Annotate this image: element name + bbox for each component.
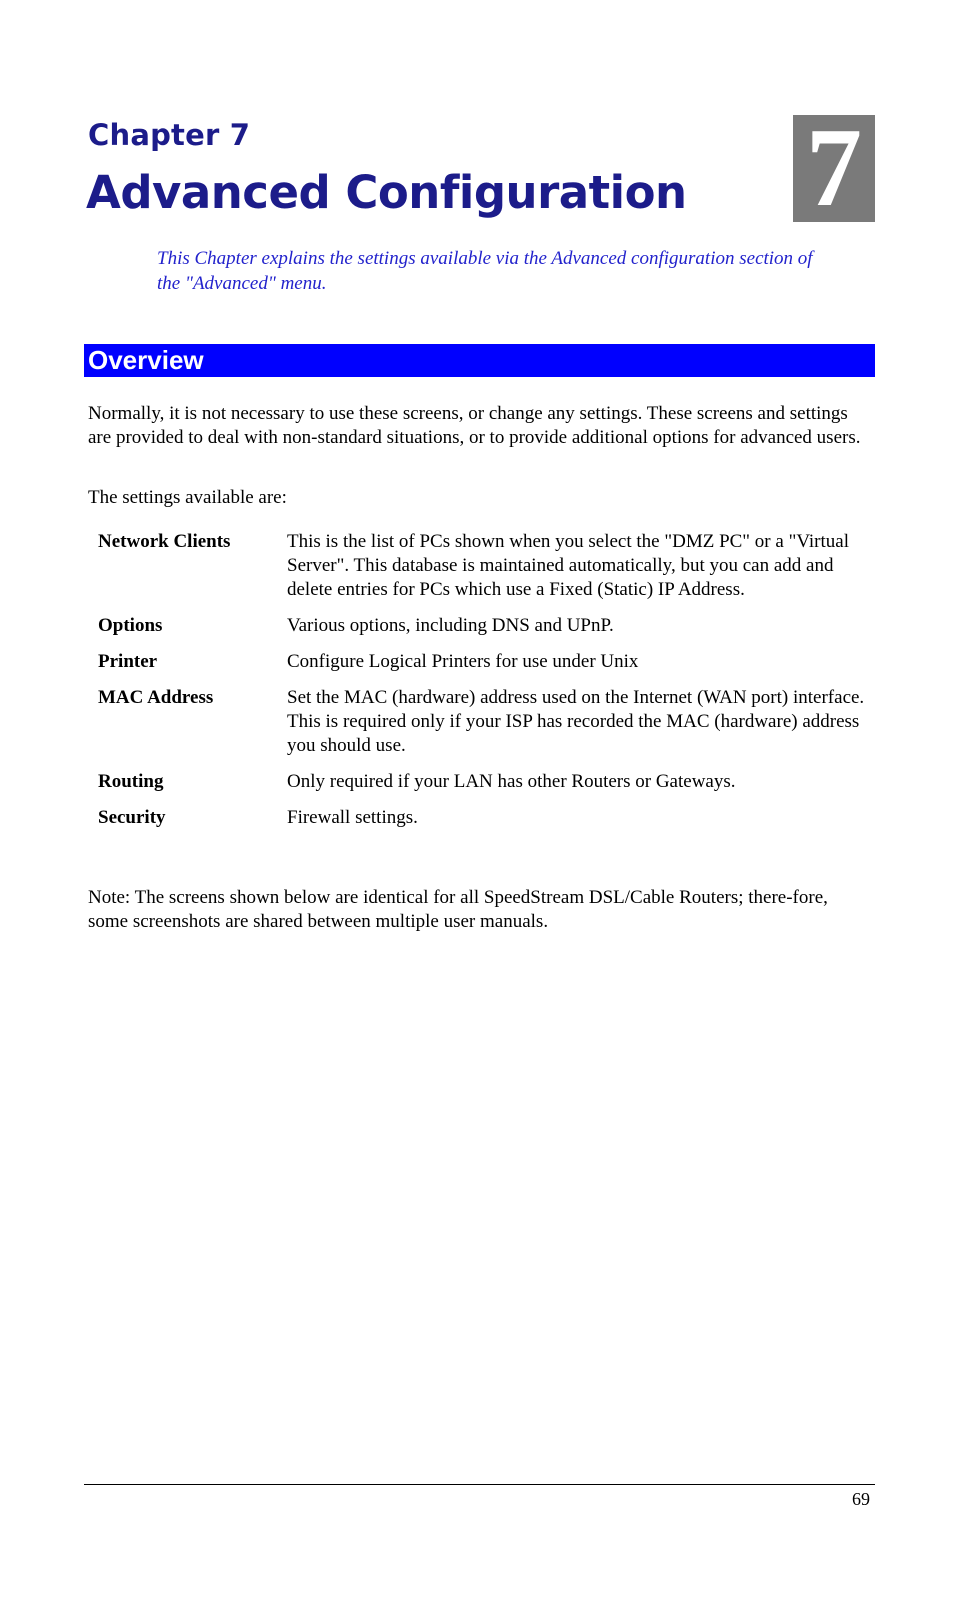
setting-term: Routing	[98, 771, 164, 792]
setting-description: This is the list of PCs shown when you select the "DMZ PC" or a "Virtual Server". This database is maintained automatically, but you can add and delete entries for PCs which use a Fixed (Static) IP Address.	[287, 531, 850, 600]
overview-paragraph: Normally, it is not necessary to use these screens, or change any settings. These screens and settings are provided to deal with non-standard situations, or to provide additional options for advanced users.	[88, 403, 861, 448]
setting-description: Only required if your LAN has other Routers or Gateways.	[287, 771, 736, 792]
settings-intro: The settings available are:	[88, 487, 287, 508]
setting-term: Printer	[98, 651, 158, 672]
settings-row	[98, 686, 868, 758]
settings-row	[98, 770, 868, 794]
section-title: Overview	[88, 345, 204, 375]
footer-divider	[84, 1484, 875, 1485]
chapter-title: Advanced Configuration	[86, 166, 687, 219]
setting-term: Network Clients	[98, 531, 231, 552]
chapter-number-badge: 7	[793, 115, 875, 222]
section-header-bar	[84, 344, 875, 377]
settings-list	[98, 530, 868, 842]
setting-term: MAC Address	[98, 687, 214, 708]
settings-row	[98, 614, 868, 638]
settings-row	[98, 806, 868, 830]
settings-row	[98, 650, 868, 674]
setting-description: Firewall settings.	[287, 807, 418, 828]
setting-term: Security	[98, 807, 166, 828]
note-paragraph: Note: The screens shown below are identical for all SpeedStream DSL/Cable Routers; there-fore, some screenshots are shared between multiple user manuals.	[88, 887, 828, 932]
setting-description: Various options, including DNS and UPnP.	[287, 615, 614, 636]
page-number: 69	[852, 1489, 870, 1509]
settings-row	[98, 530, 868, 602]
setting-term: Options	[98, 615, 163, 636]
chapter-intro: This Chapter explains the settings available via the Advanced configuration section of the "Advanced" menu.	[157, 248, 813, 294]
setting-description: Set the MAC (hardware) address used on the Internet (WAN port) interface. This is required only if your ISP has recorded the MAC (hardware) address you should use.	[287, 687, 865, 756]
setting-description: Configure Logical Printers for use under Unix	[287, 651, 639, 672]
chapter-label: Chapter 7	[88, 118, 251, 152]
